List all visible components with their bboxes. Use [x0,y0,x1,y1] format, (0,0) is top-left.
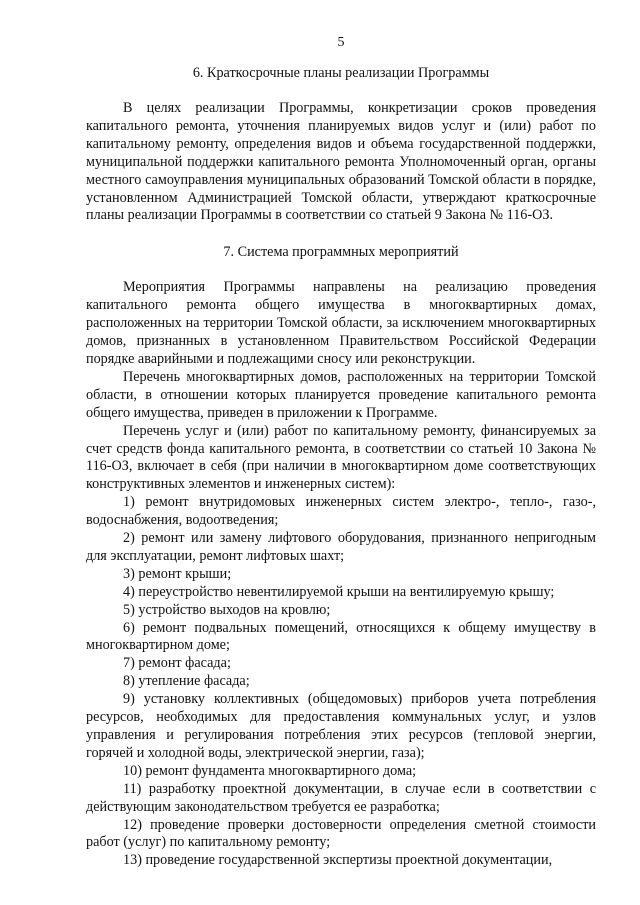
section-7-paragraph-2: Перечень многоквартирных домов, расположенных на территории Томской области, в отношении которых планируется проведение капитального ремонта общего имущества, приведен в приложении к Программе. [86,368,596,421]
list-item-2: 2) ремонт или замену лифтового оборудования, признанного непригодным для эксплуатации, ремонт лифтовых шахт; [86,530,596,564]
list-item-1: 1) ремонт внутридомовых инженерных систем электро-, тепло-, газо-, водоснабжения, водоотведения; [86,494,596,529]
spacer [86,261,596,279]
list-item-12: 12) проведение проверки достоверности определения сметной стоимости работ (услуг) по капитальному ремонту; [86,816,596,851]
list-item-5: 5) устройство выходов на кровлю; [123,601,331,618]
page-number: 5 [337,35,345,50]
section-7-title: 7. Система программных мероприятий [223,244,459,261]
list-item-7: 7) ремонт фасада; [123,655,231,672]
section-7-paragraph-1: Мероприятия Программы направлены на реализацию проведения капитального ремонта общего имущества в многоквартирных домах, расположенных на территории Томской области, за исключением многоквартирных домов, признанных в установленном Правительством Российской Федерации порядке аварийными и подлежащими сносу или реконструкции. [86,279,596,367]
spacer [86,82,596,100]
list-item-13: 13) проведение государственной экспертизы проектной документации, [123,852,553,869]
list-item-11: 11) разработку проектной документации, в случае если в соответствии с действующим законодательством требуется ее разработка; [86,780,596,815]
list-item-10: 10) ремонт фундамента многоквартирного дома; [123,762,417,779]
section-7-paragraph-3: Перечень услуг и (или) работ по капитальному ремонту, финансируемых за счет средств фонда капитального ремонта, в соответствии со статьей 10 Закона № 116-ОЗ, включает в себя (при наличии в многоквартирном доме соответствующих конструктивных элементов и инженерных систем): [86,422,596,493]
list-item-3: 3) ремонт крыши; [123,565,232,582]
list-item-9: 9) установку коллективных (общедомовых) приборов учета потребления ресурсов, необходимых для предоставления коммунальных услуг, и узлов управления и регулирования потребления этих ресурсов (тепловой энергии, горячей и холодной воды, электрической энергии, газа); [86,691,596,761]
list-item-6: 6) ремонт подвальных помещений, относящихся к общему имуществу в многоквартирном доме; [86,619,596,654]
list-item-4: 4) переустройство невентилируемой крыши на вентилируемую крышу; [123,583,555,600]
spacer [86,225,596,243]
section-6-paragraph: В целях реализации Программы, конкретизации сроков проведения капитального ремонта, уточнения планируемых видов услуг и (или) работ по капитальному ремонту, определения видов и объема государственной поддержки, муниципальной поддержки капитального ремонта Уполномоченный орган, органы местного самоуправления муниципальных образований Томской области в порядке, установленном Администрацией Томской области, утверждают краткосрочные планы реализации Программы в соответствии со статьей 9 Закона № 116-ОЗ. [86,100,596,224]
section-6-title: 6. Краткосрочные планы реализации Программы [192,65,490,81]
list-item-8: 8) утепление фасада; [123,673,250,690]
